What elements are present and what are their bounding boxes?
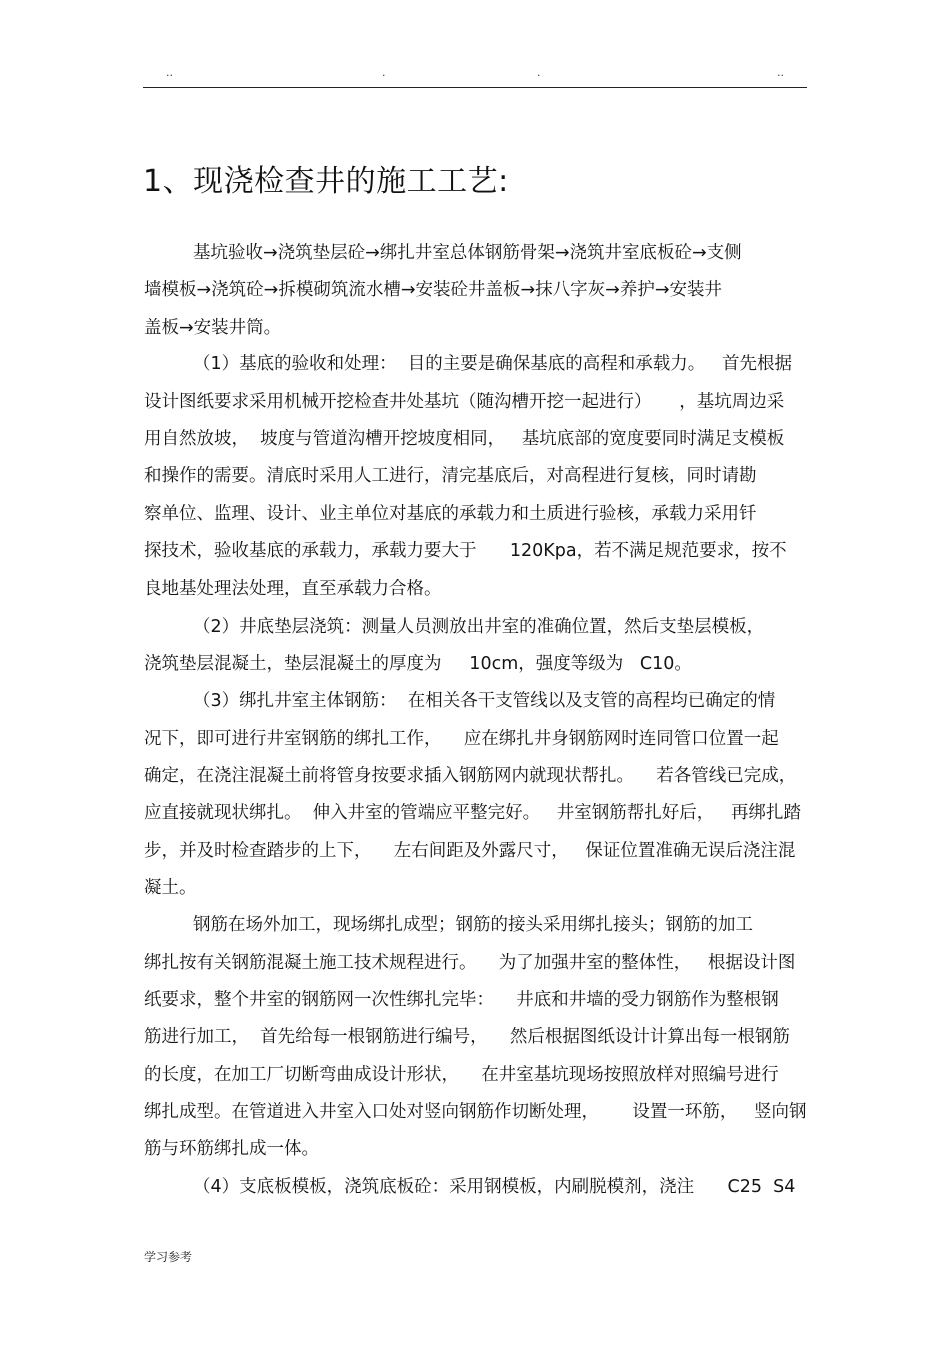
text-line: 探技术，验收基底的承载力，承载力要大于 120Kpa，若不满足规范要求，按不	[144, 541, 787, 561]
text-line: 凝土。	[144, 878, 197, 898]
text-line: 况下，即可进行井室钢筋的绑扎工作， 应在绑扎井身钢筋网时连同管口位置一起	[144, 729, 779, 749]
text-line: 墙模板→浇筑砼→拆模砌筑流水槽→安装砼井盖板→抹八字灰→养护→安装井	[144, 280, 722, 300]
text-line: 基坑验收→浇筑垫层砼→绑扎井室总体钢筋骨架→浇筑井室底板砼→支侧	[193, 243, 742, 263]
text-line: （3）绑扎井室主体钢筋： 在相关各干支管线以及支管的高程均已确定的情	[193, 691, 776, 711]
text-line: 良地基处理法处理，直至承载力合格。	[144, 579, 442, 599]
header-mark: .	[537, 66, 541, 79]
section-title: 1、现浇检查井的施工工艺:	[143, 164, 509, 199]
text-line: 应直接就现状绑扎。 伸入井室的管端应平整完好。 井室钢筋帮扎好后， 再绑扎踏	[144, 803, 801, 823]
text-line: 浇筑垫层混凝土，垫层混凝土的厚度为 10cm，强度等级为 C10。	[144, 654, 692, 674]
header-mark: ..	[166, 66, 173, 79]
text-line: 绑扎按有关钢筋混凝土施工技术规程进行。 为了加强井室的整体性， 根据设计图	[144, 953, 796, 973]
text-line: 纸要求，整个井室的钢筋网一次性绑扎完毕： 井底和井墙的受力钢筋作为整根钢	[144, 990, 779, 1010]
text-line: 确定，在浇注混凝土前将管身按要求插入钢筋网内就现状帮扎。 若各管线已完成，	[144, 766, 797, 786]
page-footer: 学习参考	[144, 1250, 193, 1264]
text-line: （4）支底板模板，浇筑底板砼：采用钢模板，内刷脱模剂，浇注 C25 S4	[193, 1177, 796, 1197]
header-mark: .	[382, 66, 386, 79]
text-line: 和操作的需要。清底时采用人工进行，清完基底后，对高程进行复核，同时请勘	[144, 466, 757, 486]
text-line: 盖板→安装井筒。	[144, 318, 282, 338]
text-line: （1）基底的验收和处理： 目的主要是确保基底的高程和承载力。 首先根据	[193, 354, 792, 374]
header-divider	[143, 87, 807, 88]
text-line: 的长度，在加工厂切断弯曲成设计形状， 在井室基坑现场按照放样对照编号进行	[144, 1065, 779, 1085]
text-line: （2）井底垫层浇筑：测量人员测放出井室的准确位置，然后支垫层模板，	[193, 617, 765, 637]
text-line: 筋进行加工， 首先给每一根钢筋进行编号， 然后根据图纸设计计算出每一根钢筋	[144, 1027, 790, 1047]
text-line: 用自然放坡， 坡度与管道沟槽开挖坡度相同， 基坑底部的宽度要同时满足支模板	[144, 429, 785, 449]
text-line: 筋与环筋绑扎成一体。	[144, 1139, 319, 1159]
text-line: 步，并及时检查踏步的上下， 左右间距及外露尺寸， 保证位置准确无误后浇注混	[144, 841, 796, 861]
text-line: 钢筋在场外加工，现场绑扎成型；钢筋的接头采用绑扎接头；钢筋的加工	[193, 915, 753, 935]
text-line: 设计图纸要求采用机械开挖检查井处基坑（随沟槽开挖一起进行） ，基坑周边采	[144, 392, 785, 412]
page-header	[0, 66, 950, 86]
text-line: 绑扎成型。在管道进入井室入口处对竖向钢筋作切断处理， 设置一环筋， 竖向钢	[144, 1102, 807, 1122]
header-mark: ..	[777, 66, 784, 79]
text-line: 察单位、监理、设计、业主单位对基底的承载力和土质进行验核，承载力采用钎	[144, 504, 757, 524]
